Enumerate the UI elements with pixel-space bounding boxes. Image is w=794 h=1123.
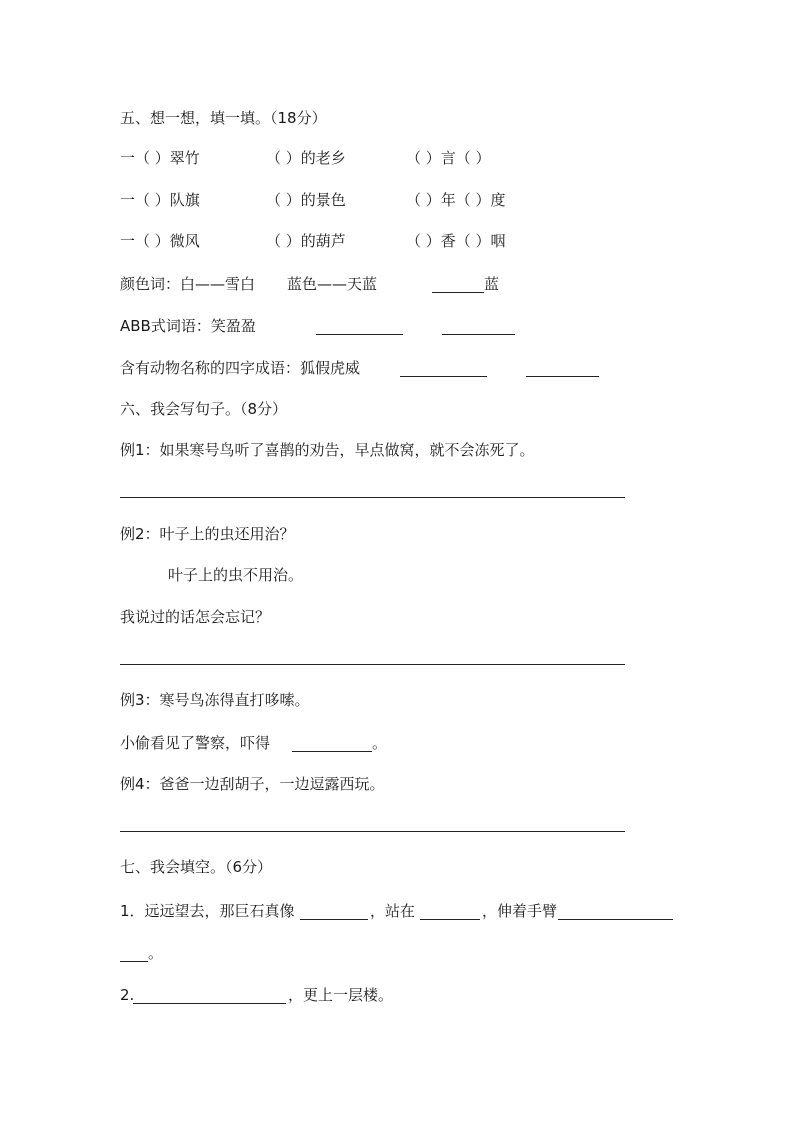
abb-blank-1[interactable] bbox=[316, 334, 403, 335]
section-5-title: 五、想一想，填一填。（18分） bbox=[120, 109, 327, 127]
q1-blank-3-cont[interactable] bbox=[120, 961, 148, 962]
fill-r1-c3: （ ）言（ ） bbox=[406, 149, 491, 167]
idiom-blank-2[interactable] bbox=[526, 376, 599, 377]
q1-end: 。 bbox=[148, 944, 164, 962]
abb-blank-2[interactable] bbox=[442, 334, 515, 335]
color-word-suffix: 蓝 bbox=[484, 275, 500, 293]
fill-r3-c3: （ ）香（ ）咽 bbox=[406, 232, 506, 250]
fill-r1-c1: 一（ ）翠竹 bbox=[120, 149, 200, 167]
answer-line-1[interactable] bbox=[120, 497, 625, 498]
fill-r3-c2: （ ）的葫芦 bbox=[266, 232, 346, 250]
q2-text: ，更上一层楼。 bbox=[288, 986, 394, 1004]
fill-r2-c1: 一（ ）队旗 bbox=[120, 191, 200, 209]
fill-r2-c2: （ ）的景色 bbox=[266, 191, 346, 209]
q1-text-b: ，站在 bbox=[370, 902, 416, 920]
example-1: 例1：如果寒号鸟听了喜鹊的劝告，早点做窝，就不会冻死了。 bbox=[120, 441, 535, 459]
q1-blank-1[interactable] bbox=[300, 919, 368, 920]
example-2-answer: 叶子上的虫不用治。 bbox=[168, 566, 304, 584]
section-7-title: 七、我会填空。（6分） bbox=[120, 858, 273, 876]
color-word-label: 颜色词：白——雪白 bbox=[120, 275, 256, 293]
answer-line-3[interactable] bbox=[120, 831, 625, 832]
color-word-example: 蓝色——天蓝 bbox=[287, 275, 378, 293]
q2-number: 2. bbox=[120, 986, 135, 1004]
example-3-blank[interactable] bbox=[292, 751, 372, 752]
example-2: 例2：叶子上的虫还用治？ bbox=[120, 525, 295, 543]
example-4: 例4：爸爸一边刮胡子，一边逗露西玩。 bbox=[120, 775, 385, 793]
answer-line-2[interactable] bbox=[120, 664, 625, 665]
q1-text-c: ，伸着手臂 bbox=[482, 902, 558, 920]
q1-blank-3[interactable] bbox=[558, 919, 673, 920]
abb-word-label: ABB式词语：笑盈盈 bbox=[120, 317, 256, 335]
example-2-question: 我说过的话怎会忘记？ bbox=[120, 608, 271, 626]
example-3: 例3：寒号鸟冻得直打哆嗦。 bbox=[120, 691, 310, 709]
idiom-label: 含有动物名称的四字成语：狐假虎威 bbox=[120, 359, 361, 377]
section-6-title: 六、我会写句子。（8分） bbox=[120, 400, 288, 418]
q1-blank-2[interactable] bbox=[420, 919, 480, 920]
fill-r1-c2: （ ）的老乡 bbox=[266, 149, 346, 167]
fill-r3-c1: 一（ ）微风 bbox=[120, 232, 200, 250]
q1-text-a: 1．远远望去，那巨石真像 bbox=[120, 902, 295, 920]
idiom-blank-1[interactable] bbox=[400, 376, 487, 377]
q2-blank[interactable] bbox=[133, 1003, 286, 1004]
fill-r2-c3: （ ）年（ ）度 bbox=[406, 191, 506, 209]
example-3-question: 小偷看见了警察，吓得 bbox=[120, 734, 271, 752]
example-3-end: 。 bbox=[372, 734, 388, 752]
color-word-blank[interactable] bbox=[432, 292, 484, 293]
